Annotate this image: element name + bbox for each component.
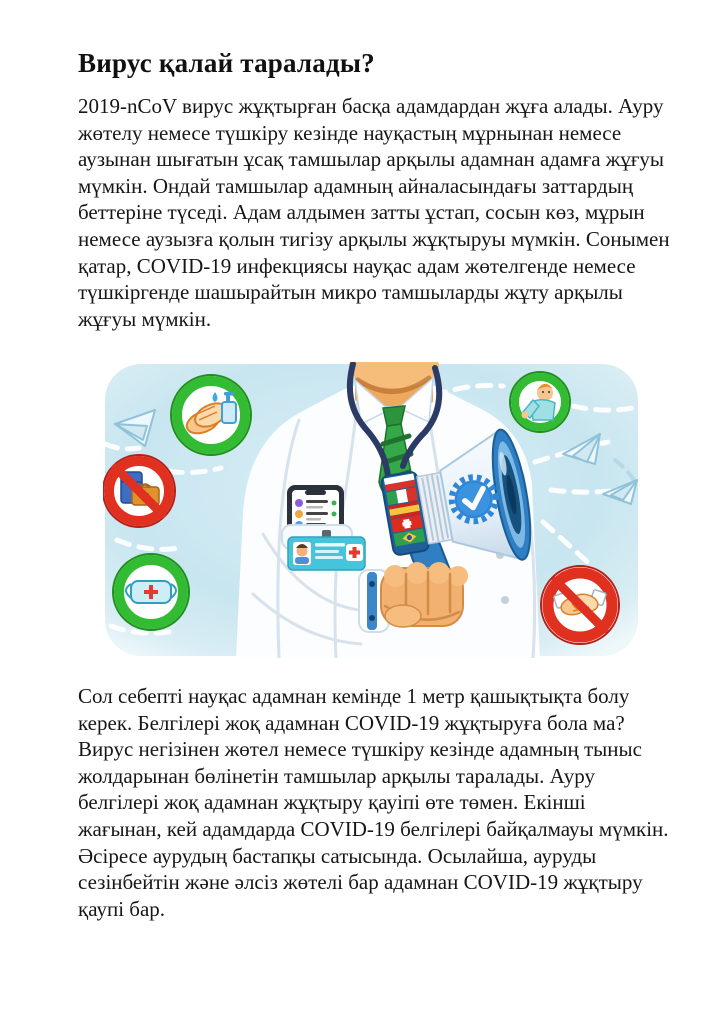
paragraph-how-virus-spreads: 2019-nCoV вирус жұқтырған басқа адамдардан жұға алады. Ауру жөтелу немесе түшкіру кезінде науқастың мұрнынан немесе аузынан шығатын ұсақ тамшылар арқылы адамнан адамға жұғуы мүмкін. Ондай тамшылар адамның айналасындағы заттардың беттеріне түседі. Адам алдымен затты ұстап, сосын көз, мұрын немесе аузызға қолын тигізу арқылы жұқтыруы мүмкін. Сонымен қатар, COVID-19 инфекциясы науқас адам жөтелгенде немесе түшкіргенде шашырайтын микро тамшыларды жұту арқылы жұғуы мүмкін. [78, 94, 670, 331]
sneeze-into-elbow-icon [509, 371, 571, 433]
paragraph-distance-advice: Сол себепті науқас адамнан кемінде 1 метр қашықтықта болу керек. Белгілері жоқ адамнан COVID-19 жұқтыруға бола ма? Вирус негізінен жөтел немесе түшкіру кезінде адамның тыныс жолдарынан бөлінетін тамшылар арқылы таралады. Ауру белгілері жоқ адамнан жұқтыру қауіпі өте төмен. Екінші жағынан, кей адамдарда COVID-19 белгілері байқалмауы мүмкін. Әсіресе аурудың бастапқы сатысында. Осылайша, ауруды сезінбейтін және әлсіз жөтелі бар адамнан COVID-19 жұқтыру қаупі бар. [78, 684, 669, 921]
covid-doctor-illustration [103, 362, 640, 658]
fist [381, 562, 468, 627]
illustration-canvas [103, 362, 640, 658]
coat-button [501, 596, 509, 604]
face-mask-icon [112, 553, 190, 631]
wash-hands-icon [170, 374, 252, 456]
page-title: Вирус қалай таралады? [78, 48, 375, 78]
no-travel-icon [103, 454, 176, 528]
no-handshake-icon [540, 565, 620, 645]
mask-glyph [126, 581, 176, 603]
